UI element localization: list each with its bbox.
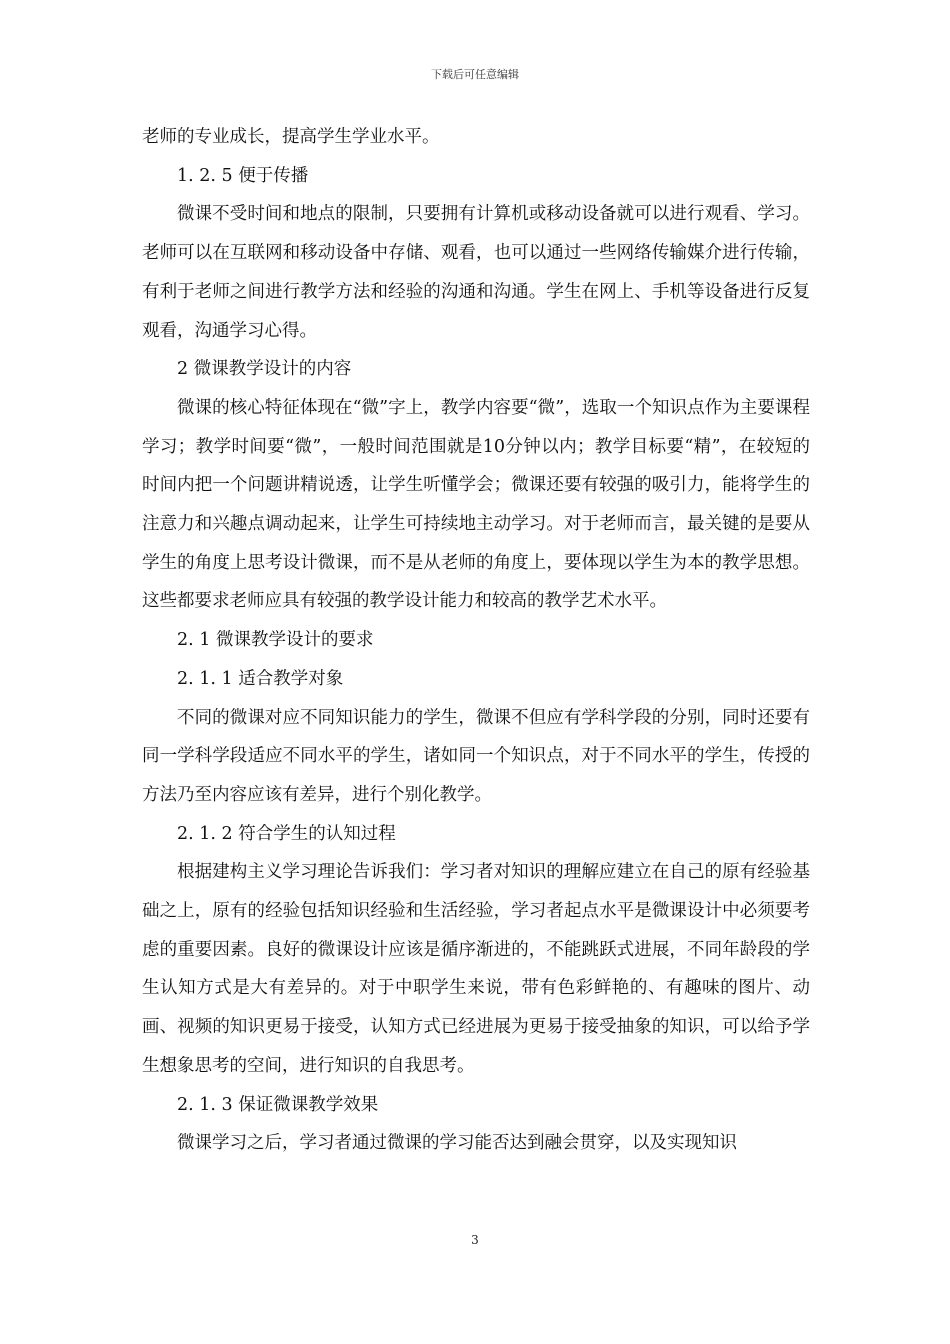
section-heading: 2. 1. 1 适合教学对象 — [177, 668, 344, 689]
section-heading: 2. 1. 2 符合学生的认知过程 — [177, 823, 396, 844]
page-header: 下载后可任意编辑 — [431, 68, 519, 81]
document-body — [142, 118, 810, 1163]
paragraph: 根据建构主义学习理论告诉我们：学习者对知识的理解应建立在自己的原有经验基础之上，原有的经验包括知识经验和生活经验，学习者起点水平是微课设计中必须要考虑的重要因素。良好的微课设计应该是循序渐进的，不能跳跃式进展，不同年龄段的学生认知方式是大有差异的。对于中职学生来说，带有色彩鲜艳的、有趣味的图片、动画、视频的知识更易于接受，认知方式已经进展为更易于接受抽象的知识，可以给予学生想象思考的空间，进行知识的自我思考。 — [142, 862, 810, 1076]
page-number: 3 — [471, 1233, 479, 1247]
paragraph: 不同的微课对应不同知识能力的学生，微课不但应有学科学段的分别，同时还要有同一学科学段适应不同水平的学生，诸如同一个知识点，对于不同水平的学生，传授的方法乃至内容应该有差异，进行个别化教学。 — [142, 707, 810, 805]
paragraph: 微课的核心特征体现在“微”字上，教学内容要“微”，选取一个知识点作为主要课程学习；教学时间要“微”，一般时间范围就是10分钟以内；教学目标要“精”，在较短的时间内把一个问题讲精说透，让学生听懂学会；微课还要有较强的吸引力，能将学生的注意力和兴趣点调动起来，让学生可持续地主动学习。对于老师而言，最关键的是要从学生的角度上思考设计微课，而不是从老师的角度上，要体现以学生为本的教学思想。这些都要求老师应具有较强的教学设计能力和较高的教学艺术水平。 — [142, 397, 810, 612]
section-heading: 2 微课教学设计的内容 — [177, 359, 352, 380]
paragraph: 老师的专业成长，提高学生学业水平。 — [142, 127, 440, 147]
paragraph: 微课不受时间和地点的限制，只要拥有计算机或移动设备就可以进行观看、学习。老师可以在互联网和移动设备中存储、观看，也可以通过一些网络传输媒介进行传输，有利于老师之间进行教学方法和经验的沟通和沟通。学生在网上、手机等设备进行反复观看，沟通学习心得。 — [142, 204, 810, 341]
section-heading: 1. 2. 5 便于传播 — [177, 165, 309, 186]
paragraph: 微课学习之后，学习者通过微课的学习能否达到融会贯穿，以及实现知识 — [177, 1133, 737, 1154]
section-heading: 2. 1 微课教学设计的要求 — [177, 630, 374, 651]
section-heading: 2. 1. 3 保证微课教学效果 — [177, 1094, 379, 1115]
